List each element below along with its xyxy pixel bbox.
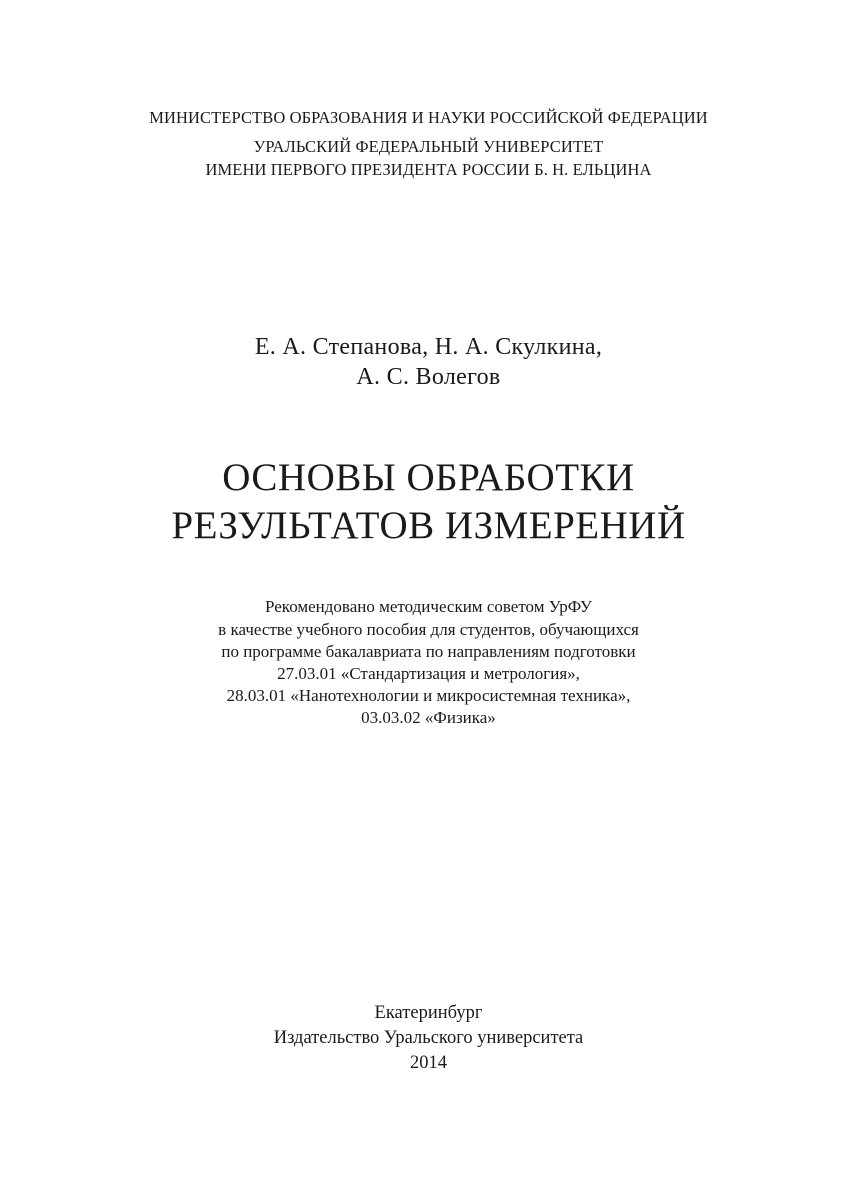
authors-line-1: Е. А. Степанова, Н. А. Скулкина,: [254, 334, 603, 360]
recommendation-line-6: 03.03.02 «Физика»: [361, 708, 496, 727]
university-name-line-1: УРАЛЬСКИЙ ФЕДЕРАЛЬНЫЙ УНИВЕРСИТЕТ: [253, 137, 604, 156]
authors-line-2: А. С. Волегов: [356, 364, 501, 390]
publisher-name: Издательство Уральского университета: [273, 1028, 584, 1048]
recommendation-line-4: 27.03.01 «Стандартизация и метрология»,: [277, 664, 580, 683]
book-title-line-2: РЕЗУЛЬТАТОВ ИЗМЕРЕНИЙ: [171, 504, 686, 547]
recommendation-line-3: по программе бакалавриата по направлениям подготовки: [221, 642, 636, 661]
publication-city: Екатеринбург: [374, 1003, 483, 1023]
recommendation-line-5: 28.03.01 «Нанотехнологии и микросистемная техника»,: [226, 686, 631, 705]
publication-year: 2014: [410, 1053, 447, 1073]
book-title-line-1: ОСНОВЫ ОБРАБОТКИ: [222, 456, 635, 499]
recommendation-line-1: Рекомендовано методическим советом УрФУ: [265, 597, 592, 616]
recommendation-line-2: в качестве учебного пособия для студентов, обучающихся: [218, 620, 639, 639]
ministry-name: МИНИСТЕРСТВО ОБРАЗОВАНИЯ И НАУКИ РОССИЙСКОЙ ФЕДЕРАЦИИ: [149, 108, 708, 127]
university-name-line-2: ИМЕНИ ПЕРВОГО ПРЕЗИДЕНТА РОССИИ Б. Н. ЕЛЬЦИНА: [205, 160, 652, 179]
